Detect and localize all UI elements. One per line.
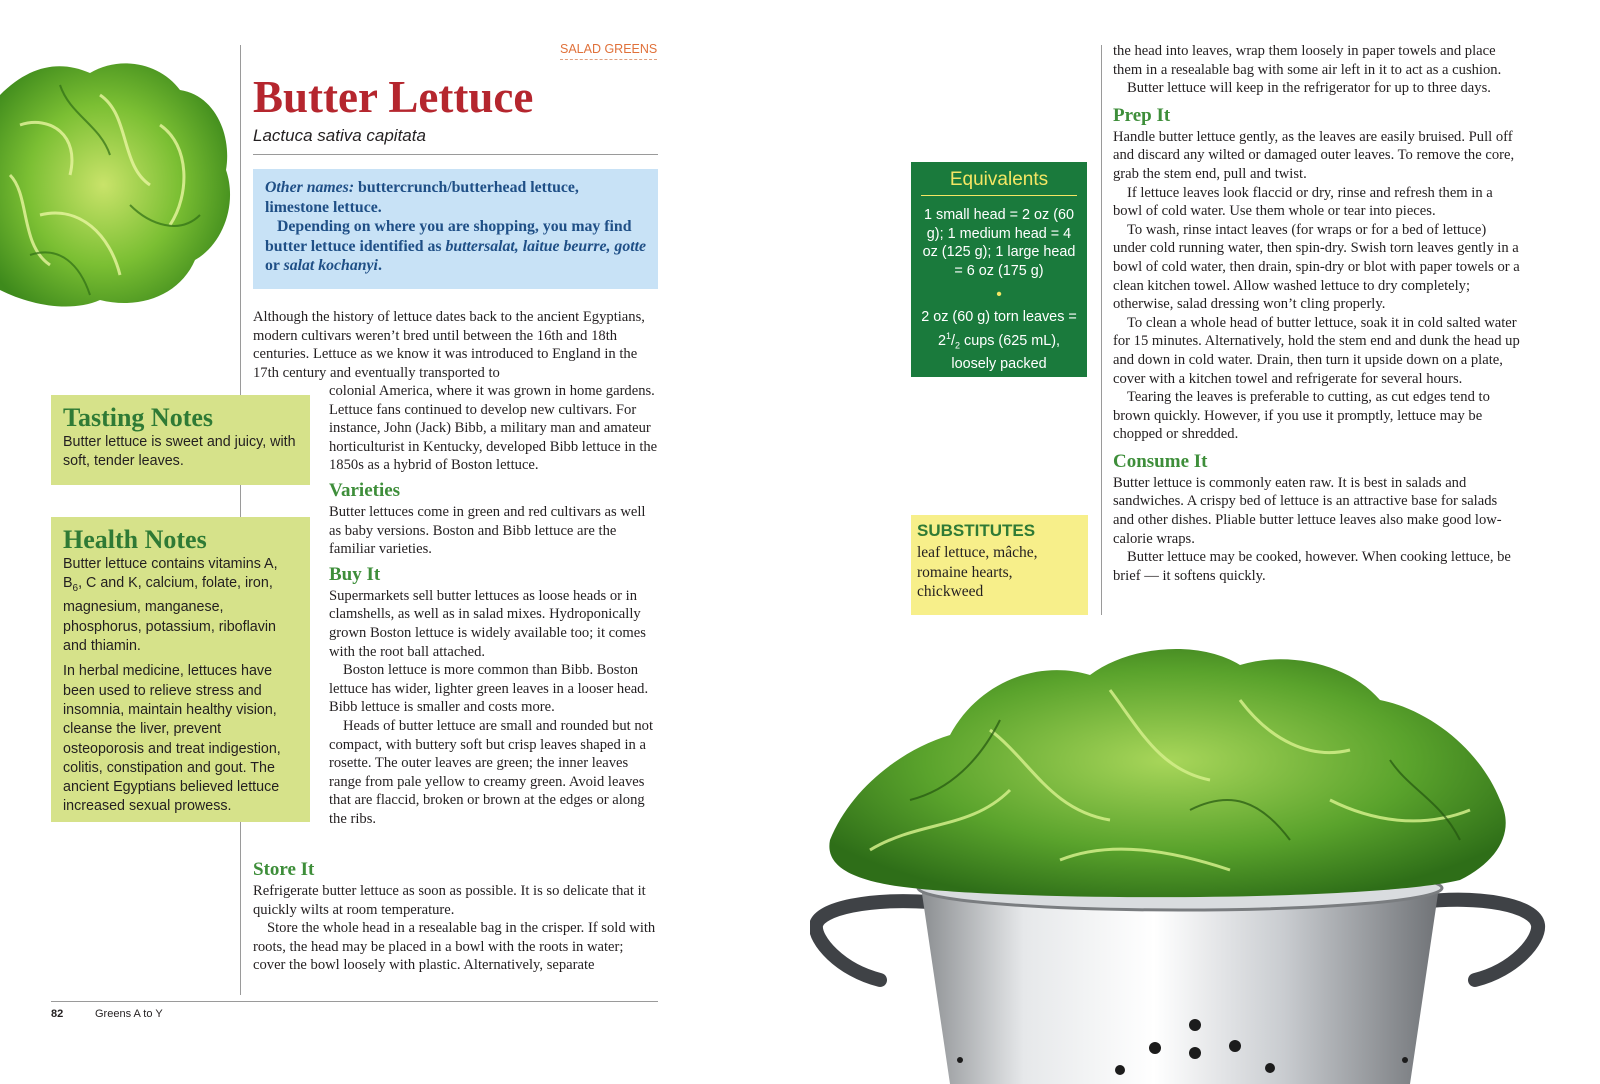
right-column bbox=[1113, 42, 1521, 585]
prep-it-p1: Handle butter lettuce gently, as the leaves are easily bruised. Pull off and discard any wilted or damaged outer leaves. To remove the core, grab the stem end, pull and twist. bbox=[1113, 128, 1515, 182]
buy-it-p2: Boston lettuce is more common than Bibb. Boston lettuce has wider, lighter green leaves in a looser head. Bibb lettuce is smaller and costs more. bbox=[329, 662, 649, 716]
substitutes-heading: SUBSTITUTES bbox=[917, 521, 1036, 540]
health-notes-p1-a: Butter lettuce contains vitamins A, B bbox=[63, 556, 278, 592]
intro-text-narrow: colonial America, where it was grown in home gardens. Lettuce fans continued to develop new cultivars. For instance, John (Jack) Bibb, a military man and amateur horticulturist in Kentucky, developed Bibb lettuce in the 1850s as a hybrid of Boston lettuce. bbox=[329, 383, 658, 474]
prep-it-heading: Prep It bbox=[1113, 104, 1171, 126]
equivalents-box bbox=[911, 162, 1087, 377]
consume-it-p1: Butter lettuce is commonly eaten raw. It is best in salads and sandwiches. A crispy bed of lettuce is an attractive base for salads and other dishes. Pliable butter lettuce leaves also make good low-calorie wraps. bbox=[1113, 474, 1502, 547]
health-notes-p1 bbox=[63, 555, 298, 656]
health-notes-heading: Health Notes bbox=[63, 525, 207, 554]
equivalents-frac-num: 1 bbox=[946, 330, 952, 341]
equivalents-item2-a: 2 oz (60 g) torn leaves = 2 bbox=[921, 309, 1077, 349]
other-names-para: Depending on where you are shopping, you may find butter lettuce identified as bbox=[265, 218, 632, 255]
intro-text-full: Although the history of lettuce dates back to the ancient Egyptians, modern cultivars weren’t bred until between the 16th and 18th centuries. Lettuce as we know it was introduced to England in the 17th century and eventually transported to bbox=[253, 309, 645, 381]
equivalents-heading: Equivalents bbox=[921, 169, 1077, 196]
health-notes-p1-sub: 6 bbox=[72, 583, 79, 595]
store-it-heading: Store It bbox=[253, 859, 315, 880]
buy-it-p1: Supermarkets sell butter lettuces as loose heads or in clamshells, as well as in salad mixes. Hydroponically grown Boston lettuce is widely available too; it comes with the root ball attached. bbox=[329, 587, 646, 660]
section-label: SALAD GREENS bbox=[560, 42, 657, 60]
other-names-name2: salat kochanyi bbox=[283, 257, 378, 274]
latin-name: Lactuca sativa capitata bbox=[253, 126, 426, 145]
page-title: Butter Lettuce bbox=[253, 72, 534, 122]
consume-it-p2: Butter lettuce may be cooked, however. When cooking lettuce, be brief — it softens quickly. bbox=[1113, 549, 1511, 584]
other-names-name1: buttersalat, laitue beurre, gotte bbox=[445, 237, 647, 255]
substitutes-text: leaf lettuce, mâche, romaine hearts, chickweed bbox=[917, 544, 1038, 600]
store-it-section bbox=[253, 858, 658, 975]
health-notes-box bbox=[51, 517, 310, 822]
consume-it-heading: Consume It bbox=[1113, 450, 1208, 472]
prep-it-p5: Tearing the leaves is preferable to cutting, as cut edges tend to brown quickly. However, if you use it promptly, lettuce may be chopped or shredded. bbox=[1113, 389, 1490, 443]
substitutes-box bbox=[911, 515, 1088, 615]
equivalents-item1: 1 small head = 2 oz (60 g); 1 medium head = 4 oz (125 g); 1 large head = 6 oz (175 g) bbox=[922, 207, 1076, 279]
prep-it-p3: To wash, rinse intact leaves (for wraps or for a bed of lettuce) under cold running water, then spin-dry. Swish torn leaves gently in a bowl of cold water, then drain, spin-dry or blot with paper towels or a clean kitchen towel. Allow washed lettuce to dry completely; otherwise, salad dressing won’t cling properly. bbox=[1113, 221, 1520, 313]
prep-it-p4: To clean a whole head of butter lettuce, soak it in cold salted water for 15 minutes. Alternatively, hold the stem end and dunk the head up and down in cold water. Drain, then turn it upside down on a plate, cover with a kitchen towel and refrigerate for several hours. bbox=[1113, 314, 1520, 387]
other-names-text: buttercrunch/butterhead lettuce, limestone lettuce. bbox=[265, 179, 579, 216]
tasting-notes-box bbox=[51, 395, 310, 485]
colander-lettuce-image bbox=[810, 640, 1550, 1084]
title-rule bbox=[253, 154, 658, 155]
tasting-notes-heading: Tasting Notes bbox=[63, 403, 214, 432]
equivalents-bullet: • bbox=[996, 286, 1002, 303]
store-it-p3: Butter lettuce will keep in the refrigerator for up to three days. bbox=[1127, 80, 1491, 97]
tasting-notes-text: Butter lettuce is sweet and juicy, with soft, tender leaves. bbox=[63, 434, 296, 470]
varieties-heading: Varieties bbox=[329, 479, 401, 501]
right-column-rule bbox=[1101, 45, 1102, 615]
other-names-end: . bbox=[377, 257, 382, 274]
equivalents-item2-b: cups (625 mL), loosely packed bbox=[951, 332, 1061, 372]
other-names-box bbox=[253, 169, 658, 289]
store-it-p1: Refrigerate butter lettuce as soon as possible. It is so delicate that it quickly wilts at room temperature. bbox=[253, 883, 646, 918]
page-number: 82 bbox=[51, 1008, 64, 1020]
prep-it-p2: If lettuce leaves look flaccid or dry, rinse and refresh them in a bowl of cold water. Use them whole or tear into pieces. bbox=[1113, 184, 1493, 220]
varieties-text: Butter lettuces come in green and red cultivars as well as baby versions. Boston and Bibb lettuce are the familiar varieties. bbox=[329, 503, 646, 558]
buy-it-p3: Heads of butter lettuce are small and rounded but not compact, with buttery soft but crisp leaves shaped in a rosette. The outer leaves are green; the inner leaves range from pale yellow to creamy green. Avoid leaves that are flaccid, broken or brown at the edges or along the ribs. bbox=[329, 717, 654, 827]
other-names-or: or bbox=[265, 257, 284, 274]
footer-rule bbox=[51, 1001, 658, 1002]
main-column bbox=[329, 382, 659, 828]
other-names-label: Other names: bbox=[265, 179, 355, 196]
lettuce-head-image bbox=[0, 55, 235, 315]
equivalents-frac-den: 2 bbox=[955, 340, 961, 351]
health-notes-p1-b: , C and K, calcium, folate, iron, magnesium, manganese, phosphorus, potassium, riboflavin and thiamin. bbox=[63, 575, 276, 655]
store-it-cont: the head into leaves, wrap them loosely in paper towels and place them in a resealable bag with some air left in it to act as a cushion. bbox=[1113, 43, 1502, 78]
equivalents-item2: 2 oz (60 g) torn leaves = $2^1/_2$ cups (625 mL), loosely packed bbox=[921, 309, 1077, 372]
intro-paragraph bbox=[253, 308, 648, 382]
running-title: Greens A to Y bbox=[95, 1008, 163, 1020]
buy-it-heading: Buy It bbox=[329, 563, 381, 585]
health-notes-p2: In herbal medicine, lettuces have been used to relieve stress and insomnia, maintain healthy vision, cleanse the liver, prevent osteoporosis and treat indigestion, colitis, constipation and gout. The ancient Egyptians believed lettuce increased sexual prowess. bbox=[63, 663, 281, 815]
store-it-p2: Store the whole head in a resealable bag in the crisper. If sold with roots, the head may be placed in a bowl with the roots in water; cover the bowl loosely with plastic. Alternatively, separate bbox=[253, 920, 656, 974]
